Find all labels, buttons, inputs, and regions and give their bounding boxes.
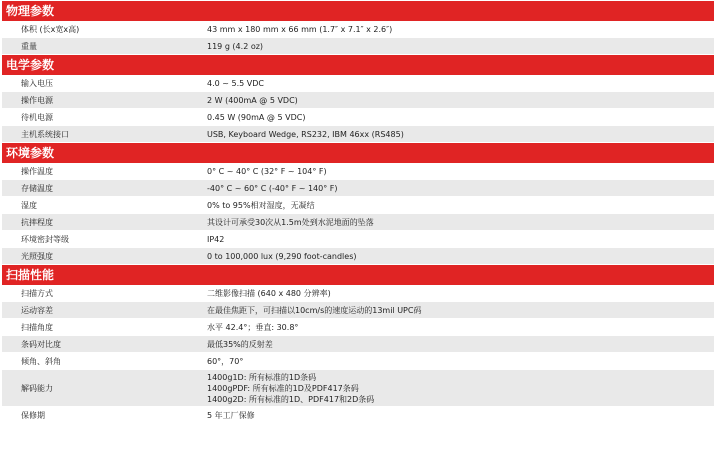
decode-line: 1400g2D: 所有标准的1D、PDF417和2D条码: [207, 394, 375, 404]
spec-value: 60°，70°: [207, 356, 244, 366]
spec-row-dimensions: [2, 21, 714, 38]
spec-value: USB, Keyboard Wedge, RS232, IBM 46xx (RS485): [207, 129, 404, 139]
spec-label: 操作电源: [21, 95, 53, 105]
spec-label: 环境密封等级: [21, 234, 69, 244]
spec-value: -40° C ~ 60° C (-40° F ~ 140° F): [207, 183, 338, 193]
spec-row-standby-power: [2, 109, 714, 126]
spec-row-decode-capability: [2, 370, 714, 407]
section-header-environmental: 环境参数: [2, 143, 714, 163]
section-physical: [0, 1, 716, 55]
section-header-scan-performance: 扫描性能: [2, 265, 714, 285]
spec-row-host-interface: [2, 126, 714, 143]
spec-row-warranty: [2, 407, 714, 424]
decode-line: 1400g1D: 所有标准的1D条码: [207, 372, 317, 382]
spec-label: 解码能力: [21, 383, 53, 393]
spec-label: 扫描方式: [21, 288, 53, 298]
spec-row-print-contrast: [2, 336, 714, 353]
spec-row-motion-tolerance: [2, 302, 714, 319]
spec-row-input-voltage: [2, 75, 714, 92]
section-electrical: [0, 55, 716, 143]
spec-label: 湿度: [21, 200, 37, 210]
spec-row-pitch-skew: [2, 353, 714, 370]
spec-label: 抗摔程度: [21, 217, 53, 227]
spec-label: 重量: [21, 41, 37, 51]
spec-row-sealing: [2, 231, 714, 248]
spec-value: 其设计可承受30次从1.5m处到水泥地面的坠落: [207, 217, 374, 227]
spec-row-drop: [2, 214, 714, 231]
spec-value: 119 g (4.2 oz): [207, 41, 264, 51]
spec-value: 0.45 W (90mA @ 5 VDC): [207, 112, 306, 122]
spec-value: 水平 42.4°；垂直: 30.8°: [207, 322, 299, 332]
spec-row-weight: [2, 38, 714, 55]
spec-label: 输入电压: [21, 78, 53, 88]
spec-row-storage-temp: [2, 180, 714, 197]
spec-label: 运动容差: [21, 305, 53, 315]
section-environmental: [0, 143, 716, 265]
spec-row-humidity: [2, 197, 714, 214]
spec-value: 2 W (400mA @ 5 VDC): [207, 95, 298, 105]
spec-row-scan-pattern: [2, 285, 714, 302]
spec-row-scan-angle: [2, 319, 714, 336]
spec-label: 体积 (长x宽x高): [21, 24, 80, 34]
spec-value: 在最佳焦距下，可扫描以10cm/s的速度运动的13mil UPC码: [207, 305, 422, 315]
spec-value: 0° C ~ 40° C (32° F ~ 104° F): [207, 166, 327, 176]
spec-value-multiline: [201, 372, 714, 405]
section-scan-performance: [0, 265, 716, 424]
spec-value: 4.0 ~ 5.5 VDC: [207, 78, 264, 88]
spec-row-operating-power: [2, 92, 714, 109]
spec-value: 0 to 100,000 lux (9,290 foot-candles): [207, 251, 357, 261]
spec-value: 43 mm x 180 mm x 66 mm (1.7″ x 7.1″ x 2.6″): [207, 24, 393, 34]
spec-value: 5 年工厂保修: [207, 410, 255, 420]
spec-label: 存储温度: [21, 183, 53, 193]
section-header-electrical: 电学参数: [2, 55, 714, 75]
decode-line: 1400gPDF: 所有标准的1D及PDF417条码: [207, 383, 359, 393]
spec-value: 二维影像扫描 (640 x 480 分辨率): [207, 288, 331, 298]
spec-row-operating-temp: [2, 163, 714, 180]
spec-label: 保修期: [21, 410, 45, 420]
spec-label: 光照强度: [21, 251, 53, 261]
spec-label: 操作温度: [21, 166, 53, 176]
spec-value: IP42: [207, 234, 225, 244]
spec-label: 扫描角度: [21, 322, 53, 332]
spec-label: 待机电源: [21, 112, 53, 122]
section-header-physical: 物理参数: [2, 1, 714, 21]
spec-label: 倾角、斜角: [21, 356, 61, 366]
spec-row-light-levels: [2, 248, 714, 265]
spec-value: 最低35%的反射差: [207, 339, 273, 349]
spec-value: 0% to 95%相对湿度，无凝结: [207, 200, 315, 210]
spec-label: 主机系统接口: [21, 129, 69, 139]
spec-label: 条码对比度: [21, 339, 61, 349]
